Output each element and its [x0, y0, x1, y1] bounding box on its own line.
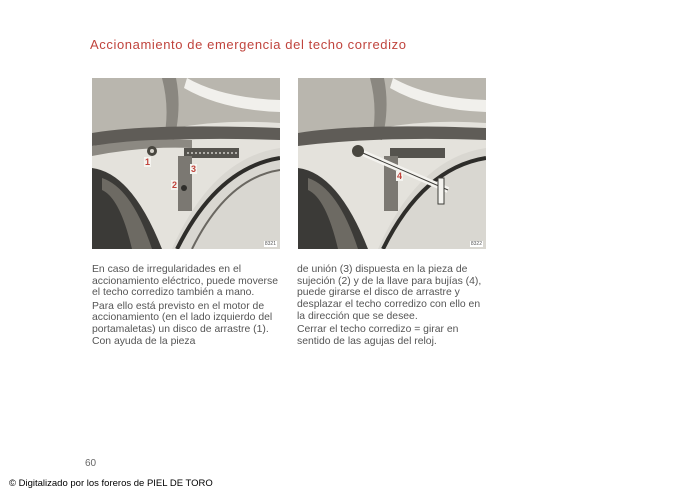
text-column-right — [297, 264, 487, 349]
paragraph: de unión (3) dispuesta en la pieza de sujeción (2) y de la llave para bujías (4), puede girarse el disco de arrastre y desplazar el techo corredizo con ello en la dirección que se desee. — [297, 264, 482, 322]
paragraph: Cerrar el techo corredizo = girar en sentido de las agujas del reloj. — [297, 324, 459, 347]
figure-motor-drive-disc — [92, 78, 280, 249]
paragraph: Para ello está previsto en el motor de accionamiento (en el lado izquierdo del portamaletas) un disco de arrastre (1). Con ayuda de la pieza — [92, 300, 273, 347]
callout-1: 1 — [145, 157, 151, 167]
illustration-trunk-motor — [92, 78, 280, 249]
figure-code: 8322 — [470, 241, 482, 247]
illustration-wrench — [298, 78, 486, 249]
scan-credit: © Digitalizado por los foreros de PIEL DE TORO — [9, 478, 213, 489]
callout-4: 4 — [397, 171, 403, 181]
callout-2: 2 — [172, 180, 178, 190]
figure-wrench-on-disc — [298, 78, 486, 249]
paragraph: En caso de irregularidades en el accionamiento eléctrico, puede moverse el techo corredizo también a mano. — [92, 264, 278, 299]
text-column-left — [92, 264, 282, 349]
figure-code: 8321 — [264, 241, 276, 247]
page-title: Accionamiento de emergencia del techo corredizo — [90, 37, 407, 52]
callout-3: 3 — [191, 164, 197, 174]
page-number: 60 — [85, 458, 97, 469]
